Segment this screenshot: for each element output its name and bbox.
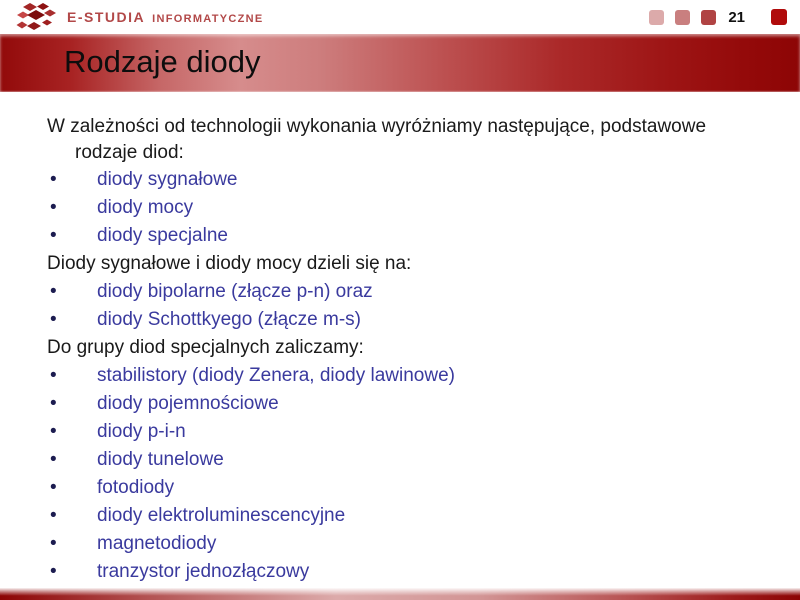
footer-gradient-bar — [0, 588, 800, 600]
content-groups — [47, 166, 770, 586]
bullet-item-label: diody p-i-n — [97, 421, 186, 442]
bullet-icon: • — [50, 365, 57, 386]
bullet-item — [47, 194, 770, 222]
bullet-item — [47, 474, 770, 502]
bullet-item-label: diody Schottkyego (złącze m-s) — [97, 309, 361, 330]
title-banner — [0, 34, 800, 92]
bullet-item — [47, 502, 770, 530]
bullet-item — [47, 418, 770, 446]
bullet-icon: • — [50, 309, 57, 330]
bullet-icon: • — [50, 561, 57, 582]
bullet-icon: • — [50, 197, 57, 218]
bullet-item — [47, 446, 770, 474]
group-heading: Do grupy diod specjalnych zaliczamy: — [47, 337, 364, 358]
bullet-item — [47, 222, 770, 250]
corner-square — [771, 9, 787, 25]
bullet-item — [47, 558, 770, 586]
bullet-item-label: stabilistory (diody Zenera, diody lawinowe) — [97, 365, 455, 386]
bullet-icon: • — [50, 533, 57, 554]
bullet-item — [47, 306, 770, 334]
brand — [16, 2, 264, 32]
bullet-item — [47, 530, 770, 558]
intro-line: rodzaje diod: — [75, 142, 184, 163]
bullet-item-label: diody specjalne — [97, 225, 228, 246]
tiles-logo-icon — [16, 2, 58, 32]
intro-paragraph — [47, 114, 770, 166]
bullet-item-label: diody mocy — [97, 197, 194, 218]
bullet-icon: • — [50, 225, 57, 246]
bullet-item — [47, 362, 770, 390]
bullet-item — [47, 278, 770, 306]
bullet-icon: • — [50, 421, 57, 442]
bullet-item-label: tranzystor jednozłączowy — [97, 561, 310, 582]
bullet-item-label: magnetodiody — [97, 533, 217, 554]
header-bar — [0, 0, 800, 34]
bullet-item-label: fotodiody — [97, 477, 175, 498]
slide-content — [47, 114, 770, 586]
header-right — [638, 9, 787, 26]
brand-text — [67, 9, 264, 25]
progress-square-2 — [675, 10, 690, 25]
bullet-icon: • — [50, 169, 57, 190]
bullet-icon: • — [50, 477, 57, 498]
bullet-icon: • — [50, 505, 57, 526]
group-heading: Diody sygnałowe i diody mocy dzieli się na: — [47, 253, 412, 274]
page-title: Rodzaje diody — [64, 44, 261, 79]
bullet-icon: • — [50, 393, 57, 414]
brand-name-secondary: INFORMATYCZNE — [152, 13, 264, 25]
bullet-item — [47, 166, 770, 194]
bullet-icon: • — [50, 281, 57, 302]
brand-name-primary: E-STUDIA — [67, 9, 146, 25]
bullet-item-label: diody tunelowe — [97, 449, 224, 470]
bullet-icon: • — [50, 449, 57, 470]
progress-square-1 — [649, 10, 664, 25]
bullet-item-label: diody bipolarne (złącze p-n) oraz — [97, 281, 373, 302]
bullet-item-label: diody elektroluminescencyjne — [97, 505, 346, 526]
bullet-item-label: diody sygnałowe — [97, 169, 238, 190]
progress-square-3 — [701, 10, 716, 25]
bullet-item — [47, 390, 770, 418]
bullet-item-label: diody pojemnościowe — [97, 393, 279, 414]
intro-line: W zależności od technologii wykonania wyróżniamy następujące, podstawowe — [47, 116, 707, 137]
page-number: 21 — [728, 8, 745, 26]
